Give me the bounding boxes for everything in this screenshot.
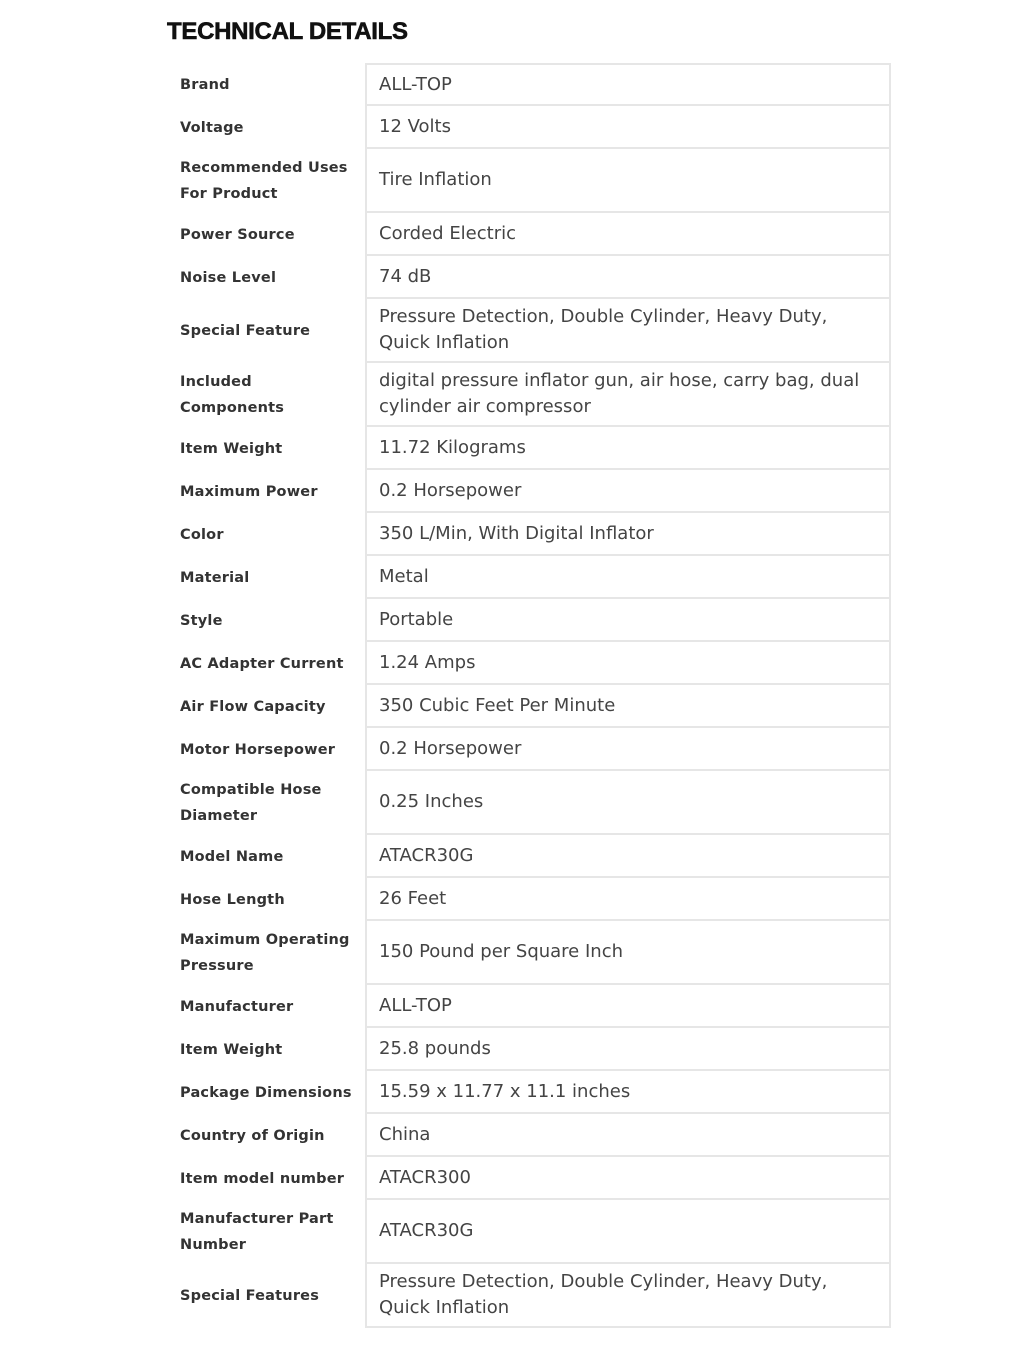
row-label: Country of Origin (180, 1127, 325, 1144)
table-row (167, 985, 891, 1028)
row-value: 74 dB (365, 256, 891, 299)
table-row (167, 921, 891, 985)
table-row (167, 427, 891, 470)
table-row (167, 363, 891, 427)
row-value: 1.24 Amps (365, 642, 891, 685)
table-row (167, 1028, 891, 1071)
table-row (167, 1114, 891, 1157)
row-value: 0.25 Inches (365, 771, 891, 835)
table-row (167, 685, 891, 728)
row-label: AC Adapter Current (180, 655, 344, 672)
technical-details-table (167, 63, 891, 1328)
row-label: Air Flow Capacity (180, 698, 326, 715)
row-value: Metal (365, 556, 891, 599)
table-row (167, 470, 891, 513)
row-value: 12 Volts (365, 106, 891, 149)
table-row (167, 106, 891, 149)
row-value: 0.2 Horsepower (365, 728, 891, 771)
row-label: Manufacturer (180, 998, 294, 1015)
row-label: Special Features (180, 1288, 320, 1304)
row-label: Motor Horsepower (180, 741, 336, 758)
table-row (167, 1157, 891, 1200)
row-value: ATACR30G (365, 1200, 891, 1264)
row-label: Package Dimensions (180, 1084, 352, 1101)
row-label: Maximum Operating Pressure (180, 932, 350, 974)
row-value: 350 L/Min, With Digital Inflator (365, 513, 891, 556)
row-label: Included Components (180, 374, 285, 416)
row-label: Power Source (180, 226, 295, 243)
row-label: Special Feature (180, 323, 311, 339)
page-title: TECHNICAL DETAILS (167, 18, 408, 45)
row-value: 150 Pound per Square Inch (365, 921, 891, 985)
table-row (167, 513, 891, 556)
row-value: 26 Feet (365, 878, 891, 921)
row-value: ALL-TOP (365, 985, 891, 1028)
row-label: Color (180, 526, 224, 543)
row-label: Item Weight (180, 1041, 283, 1058)
row-value: 11.72 Kilograms (365, 427, 891, 470)
row-value: Portable (365, 599, 891, 642)
row-value: Corded Electric (365, 213, 891, 256)
row-value: 350 Cubic Feet Per Minute (365, 685, 891, 728)
row-label: Voltage (180, 119, 244, 136)
row-label: Hose Length (180, 891, 285, 908)
table-row (167, 556, 891, 599)
table-row (167, 878, 891, 921)
row-value: 15.59 x 11.77 x 11.1 inches (365, 1071, 891, 1114)
table-row (167, 1200, 891, 1264)
row-label: Maximum Power (180, 483, 318, 500)
row-value: 0.2 Horsepower (365, 470, 891, 513)
row-label: Compatible Hose Diameter (180, 782, 322, 824)
row-value: Pressure Detection, Double Cylinder, Heavy Duty, Quick Inflation (365, 299, 891, 363)
table-row (167, 256, 891, 299)
row-value: ATACR30G (365, 835, 891, 878)
row-label: Noise Level (180, 269, 277, 286)
table-row (167, 213, 891, 256)
row-label: Item model number (180, 1170, 345, 1187)
row-label: Item Weight (180, 440, 283, 457)
row-label: Material (180, 569, 250, 586)
table-row (167, 1264, 891, 1328)
row-value: digital pressure inflator gun, air hose, carry bag, dual cylinder air compressor (365, 363, 891, 427)
row-label: Manufacturer Part Number (180, 1211, 334, 1253)
row-value: ATACR300 (365, 1157, 891, 1200)
row-label: Style (180, 612, 223, 629)
table-row (167, 728, 891, 771)
row-label: Model Name (180, 848, 284, 865)
row-value: ALL-TOP (365, 63, 891, 106)
table-row (167, 63, 891, 106)
table-row (167, 599, 891, 642)
table-row (167, 771, 891, 835)
row-value: China (365, 1114, 891, 1157)
row-value: Tire Inflation (365, 149, 891, 213)
table-row (167, 835, 891, 878)
row-label: Recommended Uses For Product (180, 160, 348, 202)
table-row (167, 299, 891, 363)
table-row (167, 149, 891, 213)
row-value: 25.8 pounds (365, 1028, 891, 1071)
row-value: Pressure Detection, Double Cylinder, Heavy Duty, Quick Inflation (365, 1264, 891, 1328)
row-label: Brand (180, 76, 230, 93)
table-row (167, 1071, 891, 1114)
table-row (167, 642, 891, 685)
